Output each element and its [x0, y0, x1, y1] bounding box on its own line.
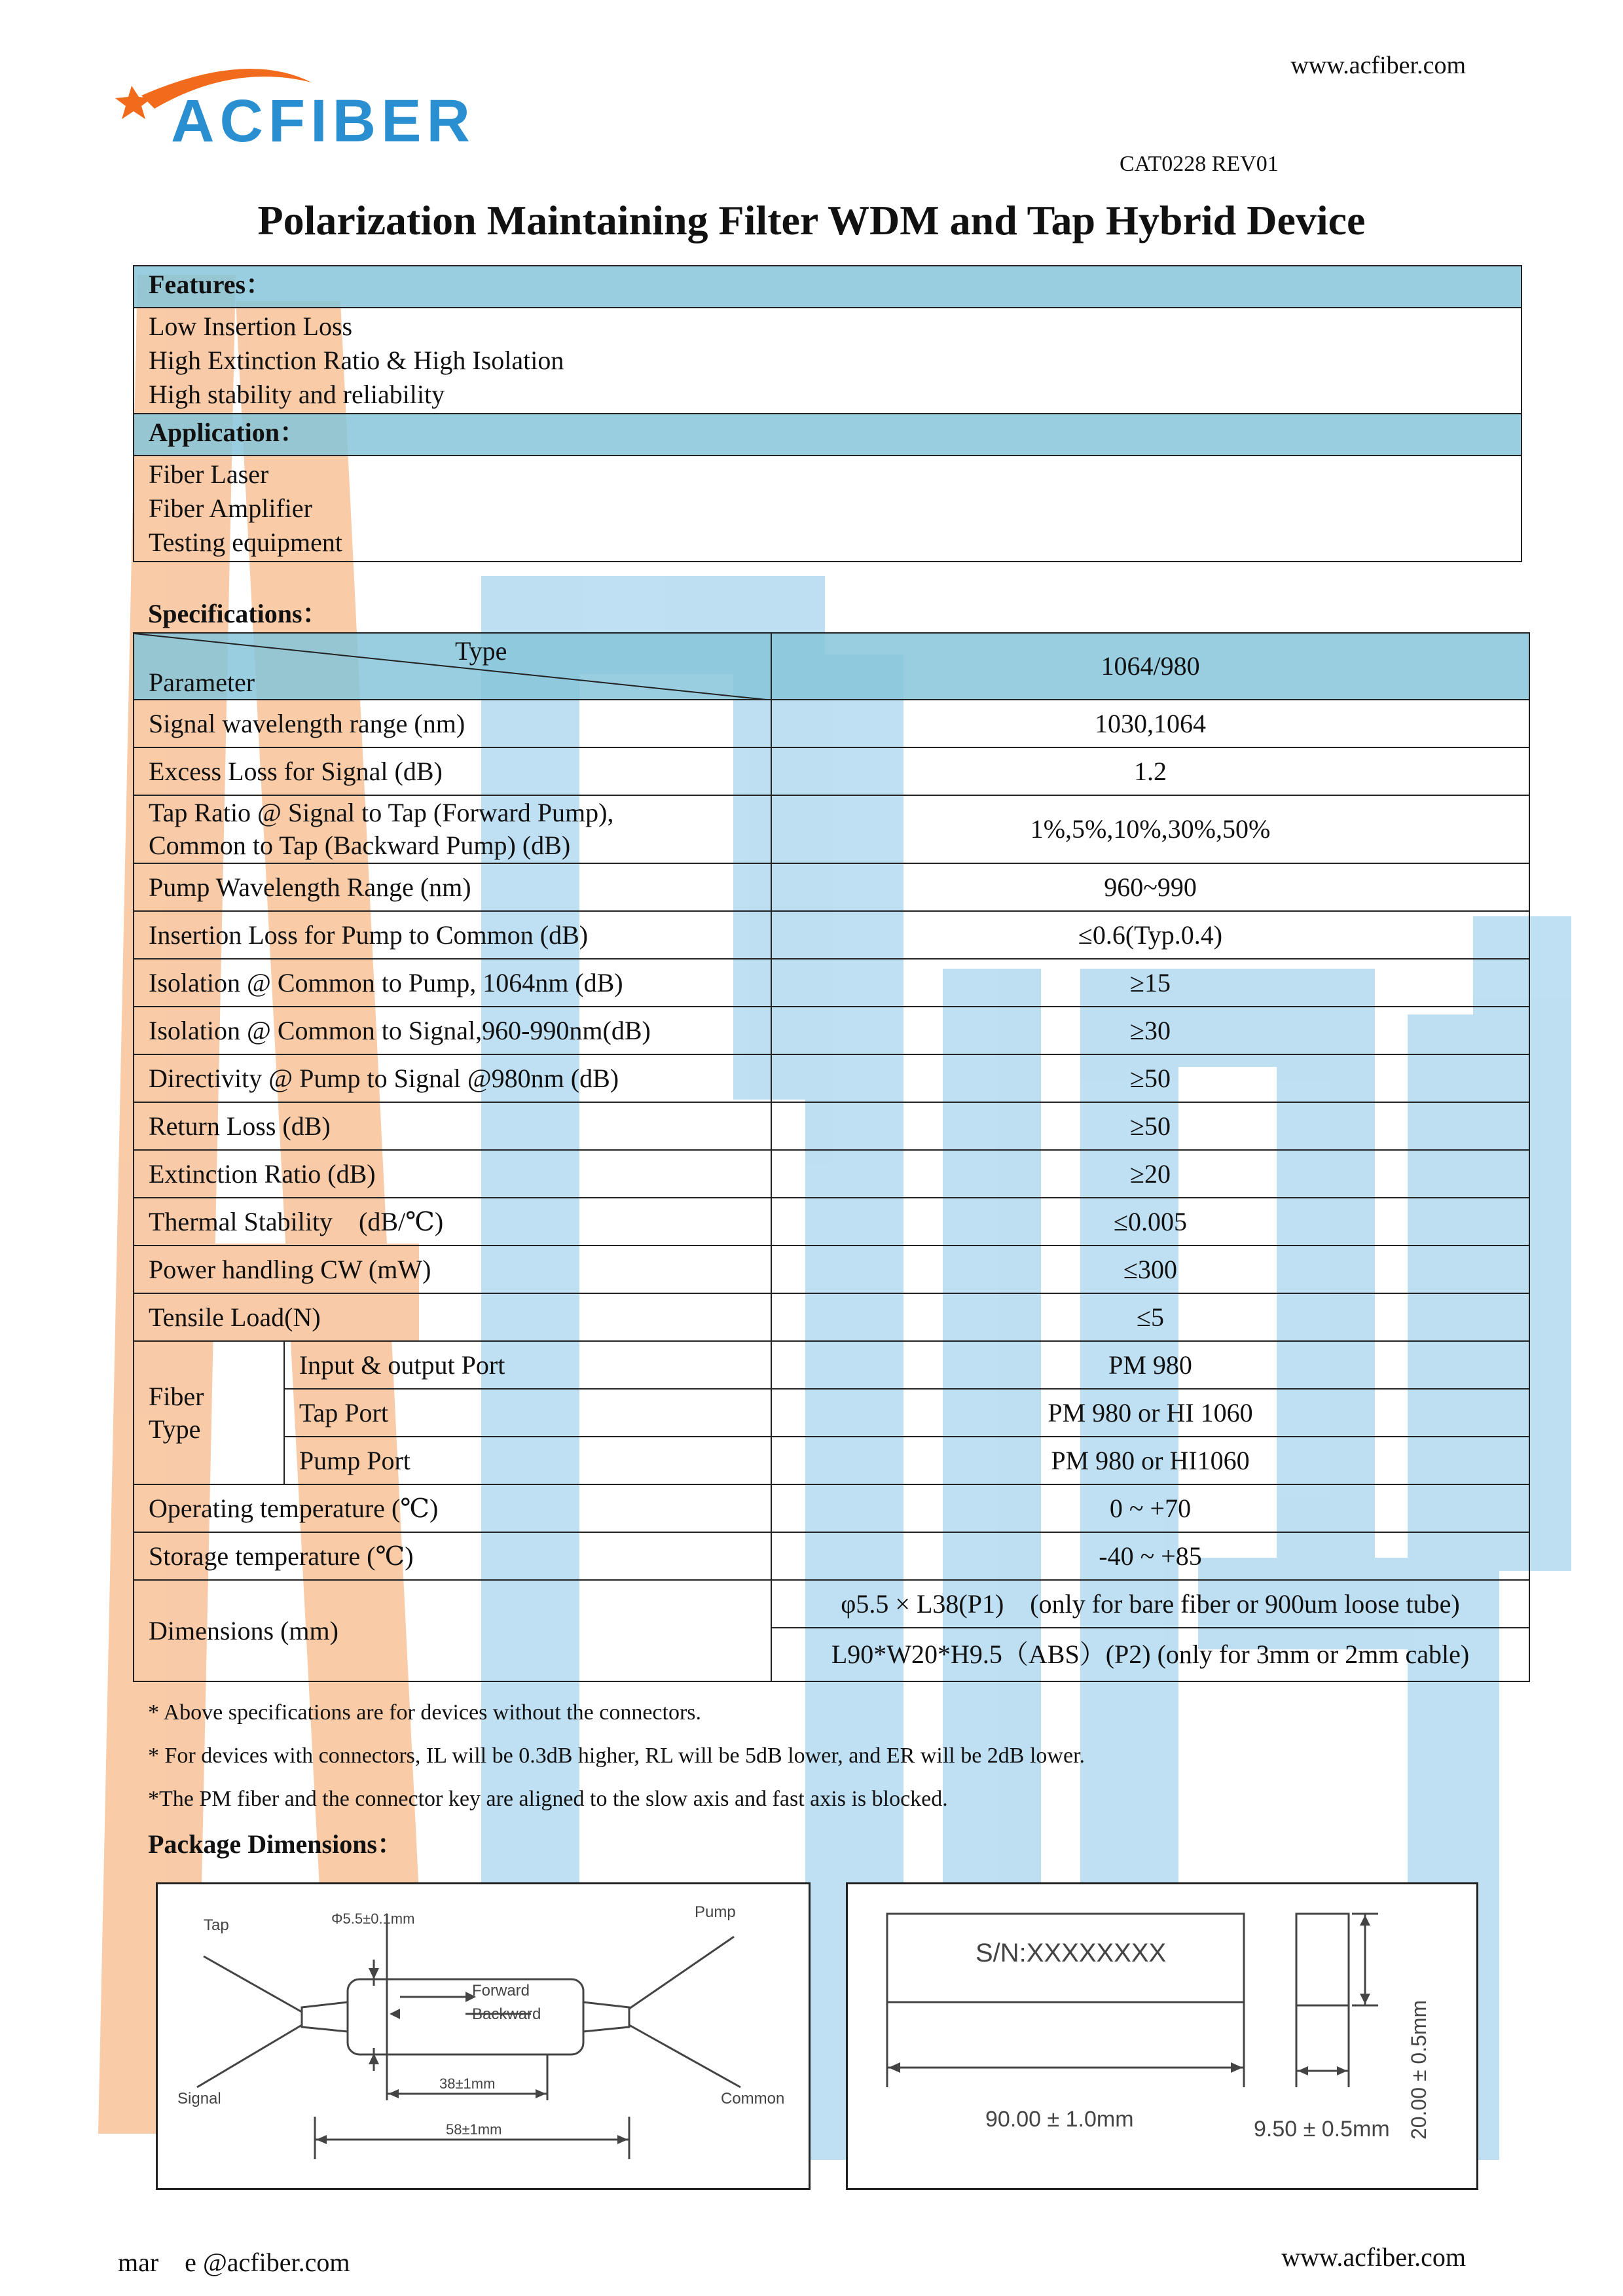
- value-cell: 0 ~ +70: [771, 1484, 1529, 1532]
- specifications-heading: Specifications：: [148, 599, 329, 628]
- label-height: 20.00 ± 0.5mm: [1407, 2000, 1431, 2140]
- catalog-number: CAT0228 REV01: [1120, 152, 1279, 176]
- label-length: 90.00 ± 1.0mm: [985, 2107, 1134, 2132]
- param-cell: [134, 795, 771, 863]
- logo: [115, 56, 469, 154]
- header-parameter: Parameter: [149, 668, 255, 697]
- param-cell: Tensile Load(N): [134, 1293, 771, 1341]
- param-cell: Operating temperature (℃): [134, 1484, 771, 1532]
- header-diagonal-cell: [134, 633, 771, 700]
- param-cell: Excess Loss for Signal (dB): [134, 747, 771, 795]
- dimensions-label: Dimensions (mm): [134, 1580, 771, 1681]
- package-heading: Package Dimensions：: [148, 1829, 403, 1859]
- value-cell: 1030,1064: [771, 700, 1529, 747]
- port-cell: Pump Port: [284, 1437, 771, 1484]
- param-cell: Isolation @ Common to Pump, 1064nm (dB): [134, 959, 771, 1007]
- value-cell: ≤0.6(Typ.0.4): [771, 911, 1529, 959]
- param-cell: Directivity @ Pump to Signal @980nm (dB): [134, 1054, 771, 1102]
- header-type: Type: [455, 636, 507, 666]
- logo-text: ACFIBER: [171, 88, 469, 154]
- value-cell: ≥30: [771, 1007, 1529, 1054]
- label-backward: Backward: [472, 2005, 541, 2023]
- features-table: [133, 265, 1522, 562]
- value-cell: ≤300: [771, 1246, 1529, 1293]
- application-item: Testing equipment: [149, 528, 343, 557]
- value-cell: ≥15: [771, 959, 1529, 1007]
- param-cell: Power handling CW (mW): [134, 1246, 771, 1293]
- value-cell: ≥20: [771, 1150, 1529, 1198]
- fiber-type-label: [134, 1341, 284, 1484]
- feature-item: High stability and reliability: [149, 380, 445, 409]
- specifications-table: [133, 632, 1530, 1682]
- value-cell: φ5.5 × L38(P1) (only for bare fiber or 900um loose tube): [771, 1580, 1529, 1628]
- value-cell: ≥50: [771, 1102, 1529, 1150]
- label-tap: Tap: [204, 1916, 229, 1934]
- value-cell: ≥50: [771, 1054, 1529, 1102]
- value-cell: 1%,5%,10%,30%,50%: [771, 795, 1529, 863]
- application-item: Fiber Laser: [149, 459, 269, 489]
- param-cell: Return Loss (dB): [134, 1102, 771, 1150]
- header-url[interactable]: www.acfiber.com: [1290, 52, 1466, 79]
- label-length-inner: 38±1mm: [439, 2075, 496, 2092]
- feature-item: High Extinction Ratio & High Isolation: [149, 346, 564, 375]
- param-line: Tap Ratio @ Signal to Tap (Forward Pump),: [149, 798, 614, 827]
- param-cell: Storage temperature (℃): [134, 1532, 771, 1580]
- logo-star-icon: [115, 86, 152, 119]
- features-heading: Features：: [134, 266, 1522, 308]
- header-value: 1064/980: [771, 633, 1529, 700]
- label-width: 9.50 ± 0.5mm: [1254, 2117, 1390, 2142]
- param-cell: Thermal Stability (dB/℃): [134, 1198, 771, 1246]
- label-length-outer: 58±1mm: [446, 2121, 502, 2138]
- label-forward: Forward: [472, 1982, 530, 2000]
- value-cell: PM 980 or HI1060: [771, 1437, 1529, 1484]
- application-item: Fiber Amplifier: [149, 493, 312, 523]
- p2-drawing: [848, 1884, 1476, 2188]
- value-cell: PM 980: [771, 1341, 1529, 1389]
- label-common: Common: [721, 2090, 785, 2108]
- label-diameter: Φ5.5±0.1mm: [331, 1910, 415, 1927]
- param-cell: Pump Wavelength Range (nm): [134, 863, 771, 911]
- package-drawing-p1: [156, 1882, 811, 2190]
- value-cell: 960~990: [771, 863, 1529, 911]
- page-title: Polarization Maintaining Filter WDM and Tap Hybrid Device: [257, 197, 1366, 243]
- fiber-type-line: Type: [149, 1414, 201, 1444]
- value-cell: L90*W20*H9.5（ABS）(P2) (only for 3mm or 2mm cable): [771, 1628, 1529, 1681]
- footer-url[interactable]: www.acfiber.com: [1281, 2242, 1466, 2272]
- footer-email[interactable]: mar e @acfiber.com: [118, 2248, 350, 2277]
- param-cell: Isolation @ Common to Signal,960-990nm(dB): [134, 1007, 771, 1054]
- value-cell: PM 980 or HI 1060: [771, 1389, 1529, 1437]
- param-cell: Insertion Loss for Pump to Common (dB): [134, 911, 771, 959]
- label-serial: S/N:XXXXXXXX: [976, 1939, 1167, 1967]
- port-cell: Input & output Port: [284, 1341, 771, 1389]
- note: * Above specifications are for devices without the connectors.: [148, 1700, 702, 1725]
- param-cell: Signal wavelength range (nm): [134, 700, 771, 747]
- feature-item: Low Insertion Loss: [149, 312, 353, 341]
- note: *The PM fiber and the connector key are aligned to the slow axis and fast axis is blocked.: [148, 1787, 948, 1811]
- label-signal: Signal: [177, 2090, 221, 2108]
- label-pump: Pump: [695, 1903, 736, 1921]
- package-drawing-p2: [846, 1882, 1478, 2190]
- value-cell: ≤5: [771, 1293, 1529, 1341]
- port-cell: Tap Port: [284, 1389, 771, 1437]
- p1-drawing: [158, 1884, 809, 2188]
- value-cell: ≤0.005: [771, 1198, 1529, 1246]
- fiber-type-line: Fiber: [149, 1381, 204, 1411]
- note: * For devices with connectors, IL will be 0.3dB higher, RL will be 5dB lower, and ER will be 2dB lower.: [148, 1744, 1085, 1768]
- value-cell: 1.2: [771, 747, 1529, 795]
- value-cell: -40 ~ +85: [771, 1532, 1529, 1580]
- param-cell: Extinction Ratio (dB): [134, 1150, 771, 1198]
- application-heading: Application：: [134, 414, 1522, 456]
- param-line: Common to Tap (Backward Pump) (dB): [149, 831, 571, 860]
